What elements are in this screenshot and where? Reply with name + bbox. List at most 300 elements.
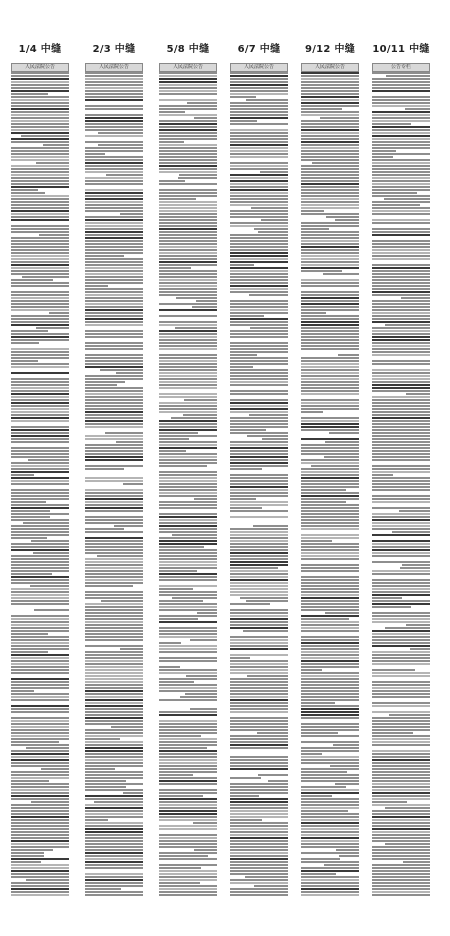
- print-line: [372, 465, 430, 467]
- print-line: [159, 633, 217, 635]
- print-line: [372, 720, 430, 722]
- print-line: [230, 390, 288, 392]
- print-line: [85, 300, 143, 302]
- print-line: [230, 447, 288, 449]
- strip-title: 10/11 中缝: [372, 44, 430, 55]
- print-line: [301, 135, 359, 137]
- print-line: [230, 249, 288, 251]
- print-line: [85, 771, 143, 773]
- print-line: [159, 99, 217, 101]
- print-line: [85, 876, 143, 878]
- print-line: [372, 696, 430, 698]
- print-line: [301, 300, 359, 302]
- print-line: [85, 339, 143, 341]
- print-line: [372, 639, 430, 641]
- print-line: [85, 201, 143, 203]
- print-line: [372, 600, 430, 602]
- print-line: [159, 552, 217, 554]
- print-line: [11, 648, 69, 650]
- print-line: [11, 423, 69, 425]
- print-line: [372, 237, 430, 239]
- print-line: [159, 879, 217, 881]
- print-line: [325, 441, 359, 443]
- print-line: [372, 834, 430, 836]
- print-line: [230, 744, 288, 746]
- print-line: [11, 147, 69, 149]
- print-line: [301, 645, 359, 647]
- print-line: [301, 174, 359, 176]
- print-line: [230, 555, 288, 557]
- print-line: [11, 885, 69, 887]
- print-line: [301, 528, 359, 530]
- print-line: [11, 708, 69, 710]
- print-line: [230, 291, 288, 293]
- print-line: [326, 216, 359, 218]
- print-line: [230, 459, 288, 461]
- print-line: [85, 309, 143, 311]
- print-line: [372, 765, 430, 767]
- print-line: [324, 864, 359, 866]
- print-line: [230, 696, 288, 698]
- print-line: [301, 519, 359, 521]
- print-line: [85, 114, 143, 116]
- print-line: [230, 189, 288, 191]
- print-line: [175, 327, 217, 329]
- print-line: [230, 297, 288, 299]
- print-line: [372, 507, 430, 509]
- print-line: [230, 417, 288, 419]
- print-line: [94, 801, 143, 803]
- print-line: [372, 261, 430, 263]
- print-line: [11, 678, 69, 680]
- print-line: [11, 849, 53, 851]
- print-line: [85, 228, 143, 230]
- print-line: [85, 81, 143, 83]
- print-line: [11, 780, 49, 782]
- print-line: [85, 873, 143, 875]
- print-line: [301, 81, 359, 83]
- print-line: [258, 774, 288, 776]
- print-line: [11, 681, 69, 683]
- print-line: [85, 384, 117, 386]
- print-line: [372, 426, 430, 428]
- print-line: [85, 645, 143, 647]
- print-line: [159, 393, 217, 395]
- print-line: [230, 432, 288, 434]
- print-line: [159, 216, 217, 218]
- print-line: [301, 324, 359, 326]
- print-line: [159, 72, 217, 74]
- print-line: [11, 261, 69, 263]
- print-line: [301, 309, 359, 311]
- print-line: [11, 132, 69, 134]
- print-line: [85, 486, 143, 488]
- print-line: [301, 261, 359, 263]
- print-line: [85, 240, 143, 242]
- print-line: [257, 732, 288, 734]
- print-line: [372, 654, 430, 656]
- print-line: [85, 582, 143, 584]
- print-line: [11, 882, 69, 884]
- print-line: [372, 609, 430, 611]
- print-line: [372, 687, 430, 689]
- print-line: [230, 834, 288, 836]
- print-line: [159, 741, 217, 743]
- print-line: [159, 195, 217, 197]
- print-line: [249, 294, 288, 296]
- print-line: [85, 417, 143, 419]
- print-line: [230, 582, 288, 584]
- print-line: [85, 357, 143, 359]
- print-line: [230, 384, 288, 386]
- print-line: [11, 324, 69, 326]
- print-line: [410, 648, 430, 650]
- notice-section-header: 人民法院公告: [301, 63, 359, 72]
- print-line: [230, 591, 288, 593]
- print-line: [230, 237, 288, 239]
- print-line: [11, 576, 69, 578]
- print-line: [230, 339, 288, 341]
- print-line: [230, 588, 288, 590]
- print-line: [85, 183, 143, 185]
- print-line: [372, 831, 430, 833]
- print-line: [159, 288, 217, 290]
- print-line: [372, 606, 411, 608]
- print-line: [98, 144, 143, 146]
- print-line: [230, 411, 288, 413]
- print-line: [301, 429, 359, 431]
- print-line: [301, 375, 359, 377]
- print-line: [159, 342, 217, 344]
- print-line: [85, 222, 143, 224]
- print-line: [301, 321, 359, 323]
- print-line: [230, 699, 288, 701]
- print-line: [372, 546, 430, 548]
- print-line: [11, 612, 69, 614]
- print-line: [230, 330, 288, 332]
- print-line: [85, 546, 143, 548]
- notice-section-header: 人民法院公告: [85, 63, 143, 72]
- print-line: [301, 564, 359, 566]
- print-line: [230, 285, 288, 287]
- print-line: [301, 669, 322, 671]
- print-line: [230, 480, 288, 482]
- print-line: [372, 225, 430, 227]
- print-line: [230, 363, 288, 365]
- print-line: [230, 564, 288, 566]
- print-line: [301, 654, 359, 656]
- print-line: [372, 288, 430, 290]
- print-line: [301, 891, 359, 893]
- print-line: [11, 399, 69, 401]
- print-line: [159, 372, 217, 374]
- print-line: [372, 792, 430, 794]
- print-line: [11, 657, 69, 659]
- print-line: [372, 102, 430, 104]
- print-line: [11, 405, 69, 407]
- print-line: [301, 270, 342, 272]
- print-line: [159, 183, 217, 185]
- print-line: [301, 501, 346, 503]
- print-line: [159, 249, 217, 251]
- print-line: [159, 456, 217, 458]
- notice-section-header: 人民法院公告: [230, 63, 288, 72]
- print-line: [230, 90, 288, 92]
- print-line: [301, 651, 359, 653]
- print-line: [230, 141, 288, 143]
- print-line: [85, 654, 143, 656]
- print-line: [85, 246, 143, 248]
- print-line: [372, 186, 430, 188]
- print-line: [301, 498, 359, 500]
- print-line: [11, 231, 69, 233]
- print-line: [159, 204, 217, 206]
- notice-text-block: [85, 72, 143, 898]
- print-line: [372, 171, 430, 173]
- print-line: [11, 723, 69, 725]
- print-line: [301, 339, 359, 341]
- print-line: [372, 117, 430, 119]
- print-line: [85, 606, 143, 608]
- print-line: [251, 207, 288, 209]
- print-line: [301, 789, 359, 791]
- print-line: [26, 879, 70, 881]
- print-line: [11, 699, 69, 701]
- print-line: [301, 483, 359, 485]
- print-line: [372, 219, 430, 221]
- print-line: [85, 795, 143, 797]
- print-line: [85, 528, 124, 530]
- print-line: [301, 111, 359, 113]
- print-line: [11, 513, 69, 515]
- print-line: [230, 801, 288, 803]
- print-line: [85, 366, 143, 368]
- print-line: [230, 846, 288, 848]
- print-line: [372, 459, 430, 461]
- print-line: [85, 549, 143, 551]
- print-line: [230, 828, 288, 830]
- strip-title: 2/3 中缝: [92, 44, 136, 55]
- print-line: [159, 255, 217, 257]
- print-line: [159, 396, 217, 398]
- print-line: [384, 198, 430, 200]
- print-line: [301, 606, 359, 608]
- print-line: [159, 348, 217, 350]
- print-line: [11, 414, 69, 416]
- print-line: [11, 504, 69, 506]
- print-line: [372, 147, 430, 149]
- print-line: [11, 444, 69, 446]
- print-line: [372, 210, 430, 212]
- print-line: [159, 657, 217, 659]
- print-line: [11, 753, 69, 755]
- print-line: [11, 480, 69, 482]
- print-line: [159, 573, 217, 575]
- print-line: [372, 735, 430, 737]
- print-line: [31, 801, 69, 803]
- print-line: [301, 780, 359, 782]
- print-line: [230, 666, 288, 668]
- print-line: [159, 672, 217, 674]
- print-line: [11, 225, 69, 227]
- print-line: [85, 768, 115, 770]
- print-line: [85, 813, 143, 815]
- print-line: [230, 618, 288, 620]
- print-line: [159, 246, 217, 248]
- print-line: [11, 834, 69, 836]
- print-line: [230, 537, 288, 539]
- print-line: [85, 402, 143, 404]
- print-line: [230, 81, 288, 83]
- print-line: [301, 462, 359, 464]
- print-line: [116, 372, 143, 374]
- print-line: [85, 267, 143, 269]
- print-line: [11, 426, 69, 428]
- print-line: [11, 861, 41, 863]
- print-line: [372, 144, 430, 146]
- print-line: [11, 582, 69, 584]
- print-line: [301, 600, 359, 602]
- print-line: [230, 870, 288, 872]
- print-line: [85, 447, 143, 449]
- print-line: [372, 78, 430, 80]
- print-line: [301, 240, 359, 242]
- print-line: [230, 288, 288, 290]
- print-line: [230, 114, 288, 116]
- print-line: [372, 159, 430, 161]
- print-line: [11, 741, 59, 743]
- notice-section-header: 人民法院公告: [159, 63, 217, 72]
- print-line: [11, 309, 69, 311]
- print-line: [372, 657, 430, 659]
- print-line: [372, 471, 430, 473]
- print-line: [301, 234, 359, 236]
- print-line: [301, 480, 359, 482]
- print-line: [301, 546, 359, 548]
- print-line: [301, 525, 359, 527]
- print-line: [372, 549, 430, 551]
- print-line: [372, 864, 430, 866]
- print-line: [372, 558, 430, 560]
- print-line: [230, 816, 288, 818]
- print-line: [230, 531, 288, 533]
- print-line: [159, 144, 217, 146]
- print-line: [106, 174, 143, 176]
- print-line: [159, 756, 217, 758]
- print-line: [301, 624, 359, 626]
- print-line: [159, 426, 217, 428]
- print-line: [230, 726, 288, 728]
- print-line: [372, 891, 430, 893]
- print-line: [11, 351, 69, 353]
- print-line: [301, 297, 359, 299]
- print-line: [301, 723, 359, 725]
- print-line: [230, 612, 288, 614]
- print-line: [301, 810, 348, 812]
- print-line: [372, 444, 430, 446]
- print-line: [230, 270, 288, 272]
- print-line: [372, 174, 430, 176]
- print-line: [85, 120, 143, 122]
- print-line: [85, 465, 143, 467]
- print-line: [85, 381, 125, 383]
- print-line: [372, 888, 430, 890]
- print-line: [301, 768, 359, 770]
- print-line: [301, 180, 359, 182]
- print-line: [11, 294, 69, 296]
- print-line: [85, 732, 143, 734]
- print-line: [11, 336, 69, 338]
- print-line: [159, 432, 198, 434]
- print-line: [372, 234, 430, 236]
- print-line: [230, 645, 288, 647]
- print-line: [372, 390, 430, 392]
- print-line: [372, 534, 430, 536]
- print-line: [230, 78, 288, 80]
- print-line: [254, 228, 288, 230]
- print-line: [30, 585, 69, 587]
- print-line: [159, 843, 217, 845]
- print-line: [159, 660, 217, 662]
- print-line: [11, 213, 69, 215]
- print-line: [372, 180, 430, 182]
- print-line: [159, 450, 186, 452]
- print-line: [372, 522, 430, 524]
- print-line: [372, 300, 430, 302]
- print-line: [301, 258, 359, 260]
- print-line: [325, 612, 359, 614]
- print-line: [85, 840, 143, 842]
- print-line: [11, 453, 69, 455]
- print-line: [301, 435, 359, 437]
- print-line: [159, 831, 217, 833]
- print-line: [85, 426, 143, 428]
- print-line: [301, 123, 359, 125]
- print-line: [230, 333, 288, 335]
- print-line: [260, 171, 288, 173]
- print-line: [159, 840, 217, 842]
- print-line: [301, 306, 359, 308]
- print-line: [230, 672, 288, 674]
- print-line: [11, 825, 69, 827]
- print-line: [372, 345, 430, 347]
- print-line: [230, 804, 288, 806]
- print-line: [301, 195, 359, 197]
- print-line: [11, 165, 69, 167]
- print-line: [230, 573, 288, 575]
- print-line: [253, 525, 288, 527]
- print-line: [301, 198, 359, 200]
- print-line: [230, 516, 288, 518]
- print-line: [230, 720, 288, 722]
- print-line: [372, 360, 430, 362]
- print-line: [301, 129, 359, 131]
- print-line: [230, 258, 288, 260]
- print-line: [85, 507, 143, 509]
- print-line: [301, 336, 359, 338]
- print-line: [230, 324, 288, 326]
- print-line: [159, 198, 196, 200]
- print-line: [159, 816, 217, 818]
- print-line: [230, 498, 256, 500]
- print-line: [230, 543, 288, 545]
- print-line: [11, 102, 69, 104]
- print-line: [98, 132, 143, 134]
- print-line: [159, 111, 185, 113]
- print-line: [159, 153, 217, 155]
- print-line: [159, 243, 217, 245]
- print-line: [11, 606, 69, 608]
